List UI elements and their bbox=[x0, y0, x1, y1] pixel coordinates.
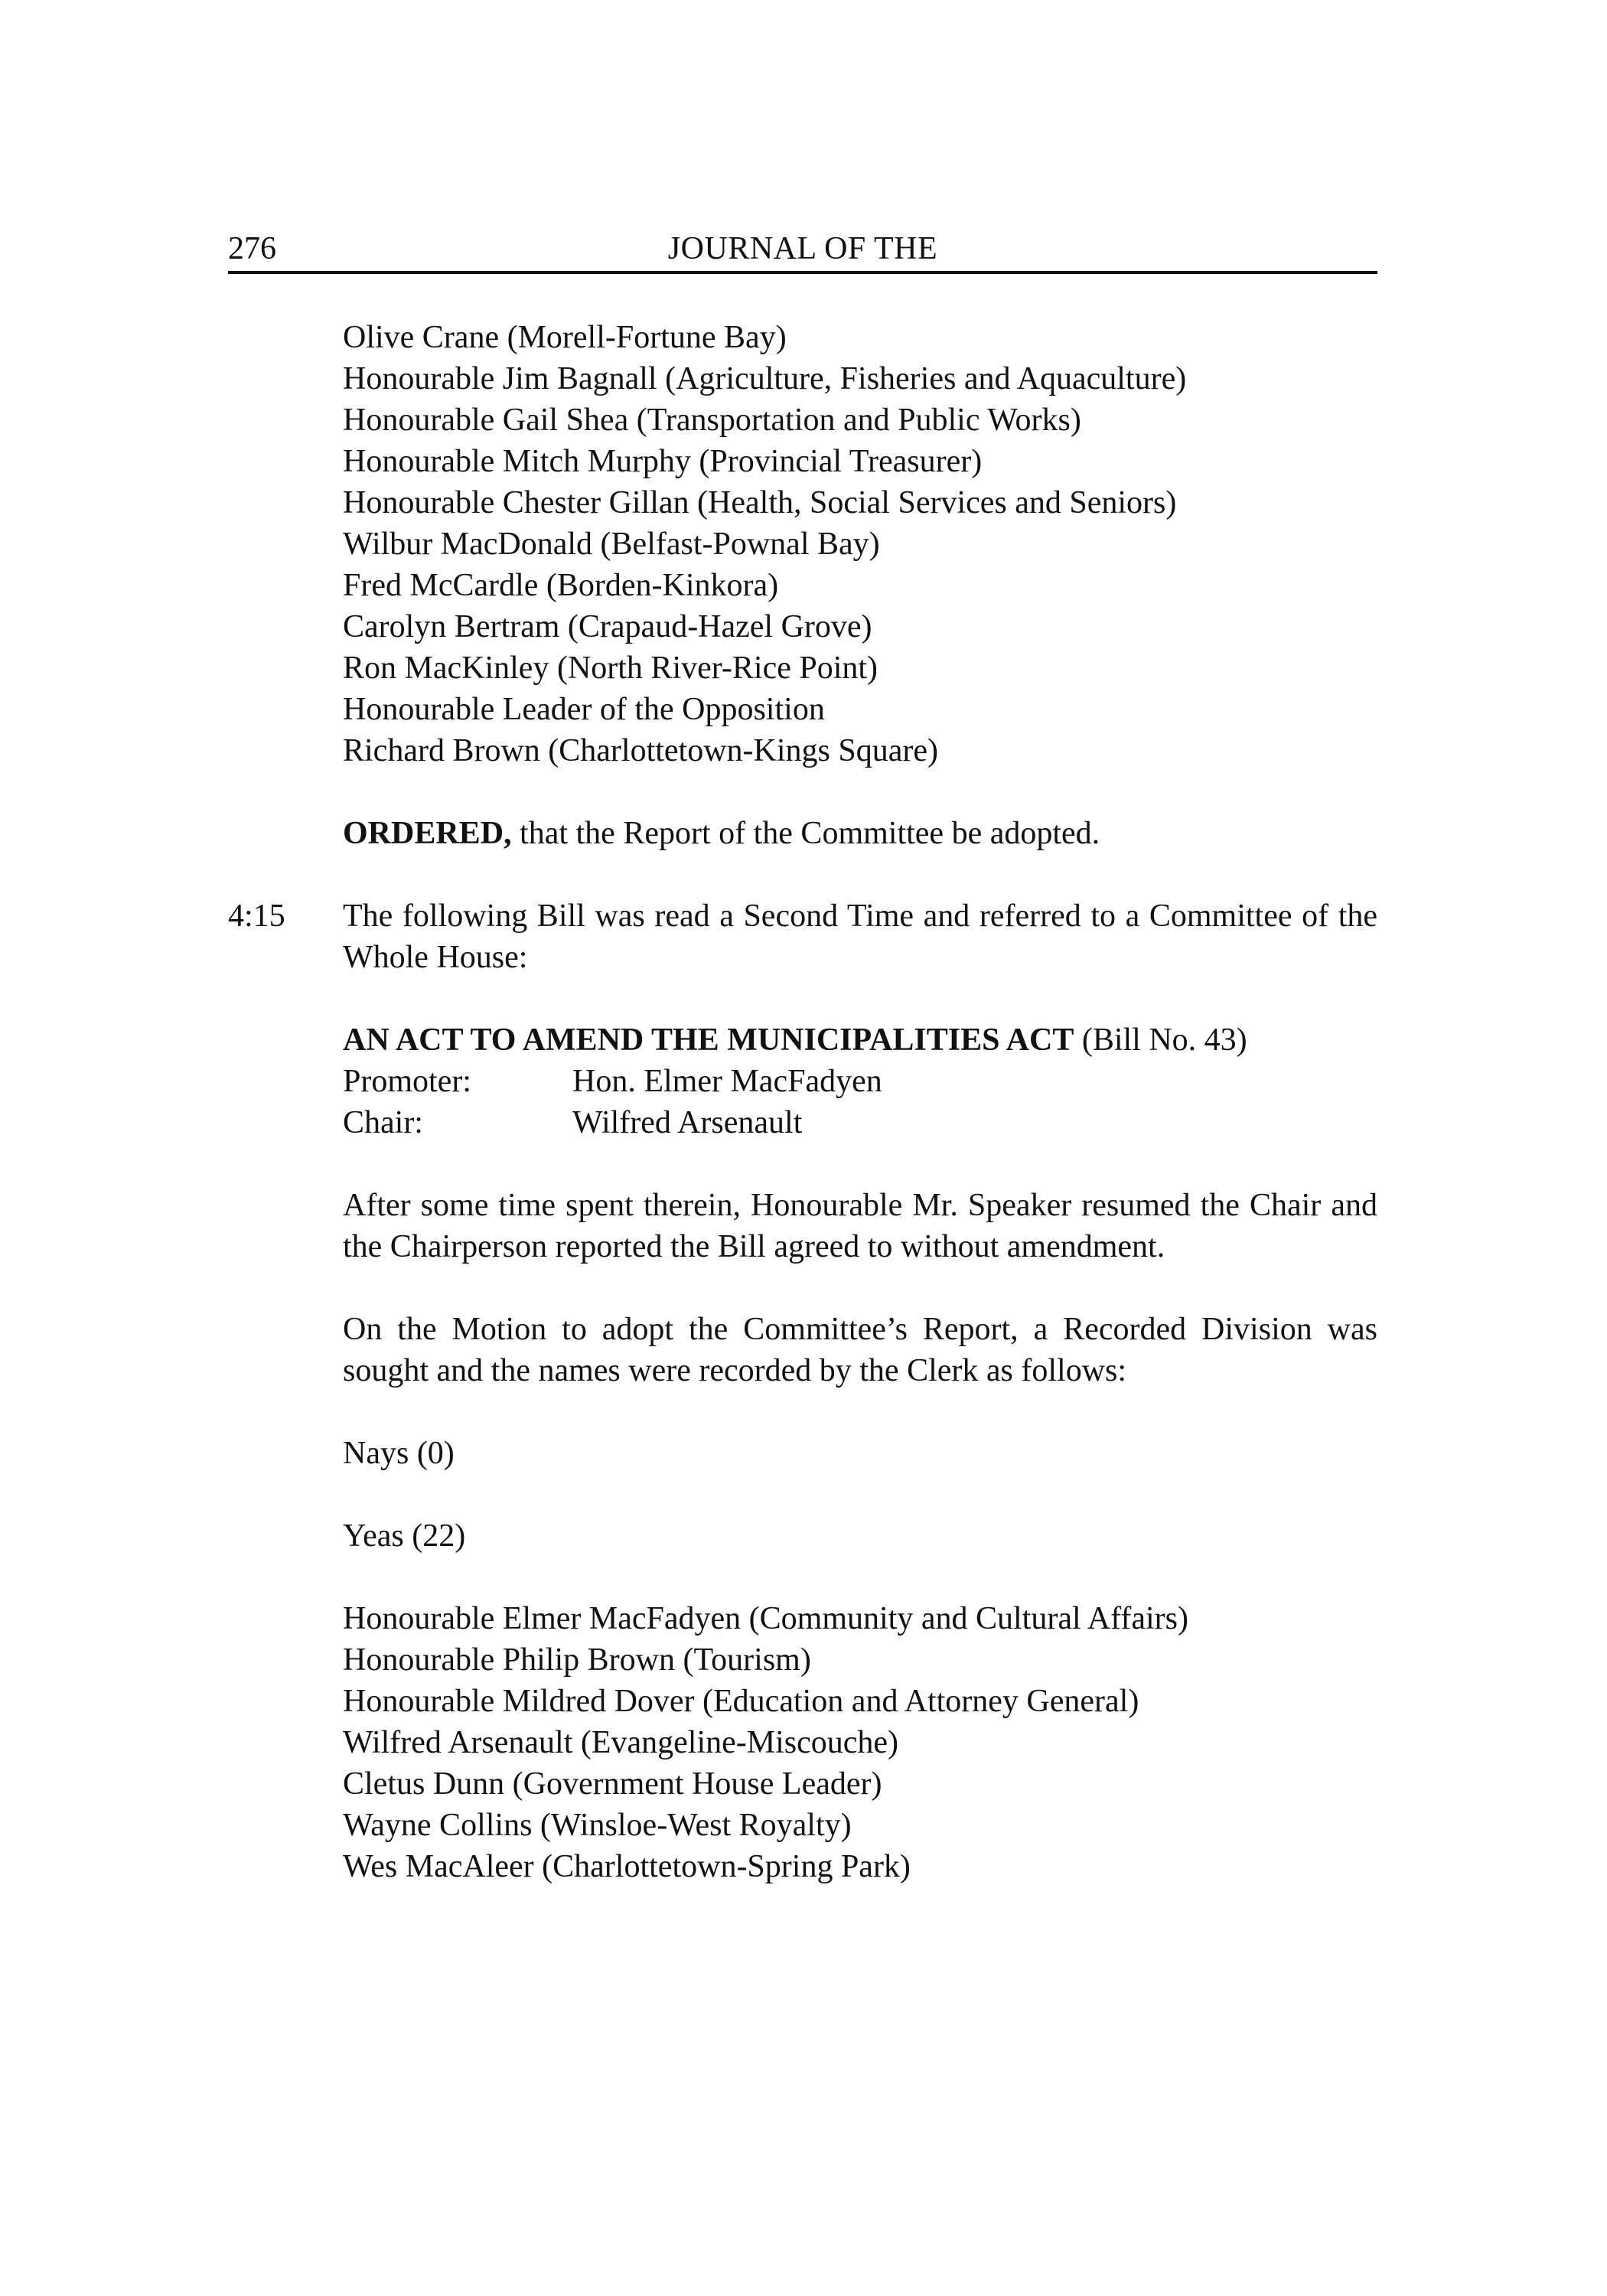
member-entry: Ron MacKinley (North River-Rice Point) bbox=[343, 651, 878, 686]
committee-report-paragraph: After some time spent therein, Honourable Mr. Speaker resumed the Chair and the Chairperson reported the Bill agreed to without amendment. bbox=[343, 1188, 1377, 1264]
member-entry: Honourable Chester Gillan (Health, Social Services and Seniors) bbox=[343, 485, 1177, 520]
member-entry: Honourable Jim Bagnall (Agriculture, Fisheries and Aquaculture) bbox=[343, 361, 1187, 396]
bill-title: AN ACT TO AMEND THE MUNICIPALITIES ACT bbox=[343, 1022, 1074, 1058]
ordered-text: that the Report of the Committee be adopted. bbox=[511, 816, 1100, 851]
ordered-statement bbox=[343, 813, 1100, 854]
member-entry: Wayne Collins (Winsloe-West Royalty) bbox=[343, 1808, 852, 1843]
promoter-label: Promoter: bbox=[343, 1064, 471, 1099]
member-entry: Honourable Mitch Murphy (Provincial Treasurer) bbox=[343, 444, 983, 479]
member-entry: Honourable Gail Shea (Transportation and Public Works) bbox=[343, 403, 1081, 438]
recorded-division-paragraph: On the Motion to adopt the Committee’s Report, a Recorded Division was sought and the names were recorded by the Clerk as follows: bbox=[343, 1312, 1377, 1388]
member-entry: Wilbur MacDonald (Belfast-Pownal Bay) bbox=[343, 527, 880, 562]
member-entry: Wes MacAleer (Charlottetown-Spring Park) bbox=[343, 1849, 911, 1884]
running-title: JOURNAL OF THE bbox=[667, 231, 938, 266]
member-entry: Cletus Dunn (Government House Leader) bbox=[343, 1766, 882, 1802]
member-entry: Honourable Elmer MacFadyen (Community and Cultural Affairs) bbox=[343, 1601, 1188, 1636]
member-entry: Wilfred Arsenault (Evangeline-Miscouche) bbox=[343, 1725, 899, 1760]
bill-heading bbox=[343, 1019, 1247, 1061]
bill-number: (Bill No. 43) bbox=[1074, 1022, 1247, 1058]
chair-value: Wilfred Arsenault bbox=[572, 1105, 803, 1140]
page-number: 276 bbox=[228, 231, 276, 266]
second-reading-paragraph: The following Bill was read a Second Time and referred to a Committee of the Whole House: bbox=[343, 899, 1377, 975]
promoter-value: Hon. Elmer MacFadyen bbox=[572, 1064, 882, 1099]
member-entry: Honourable Mildred Dover (Education and Attorney General) bbox=[343, 1684, 1139, 1719]
page-header bbox=[228, 227, 1377, 274]
nays-count: Nays (0) bbox=[343, 1436, 455, 1471]
yeas-count: Yeas (22) bbox=[343, 1518, 466, 1554]
member-entry: Honourable Philip Brown (Tourism) bbox=[343, 1642, 811, 1678]
member-entry: Olive Crane (Morell-Fortune Bay) bbox=[343, 320, 787, 355]
member-entry: Fred McCardle (Borden-Kinkora) bbox=[343, 568, 779, 603]
time-stamp: 4:15 bbox=[228, 899, 285, 934]
chair-label: Chair: bbox=[343, 1105, 423, 1140]
member-entry: Carolyn Bertram (Crapaud-Hazel Grove) bbox=[343, 609, 872, 644]
member-entry: Richard Brown (Charlottetown-Kings Square) bbox=[343, 733, 939, 768]
ordered-keyword: ORDERED, bbox=[343, 816, 512, 851]
member-entry: Honourable Leader of the Opposition bbox=[343, 692, 825, 727]
